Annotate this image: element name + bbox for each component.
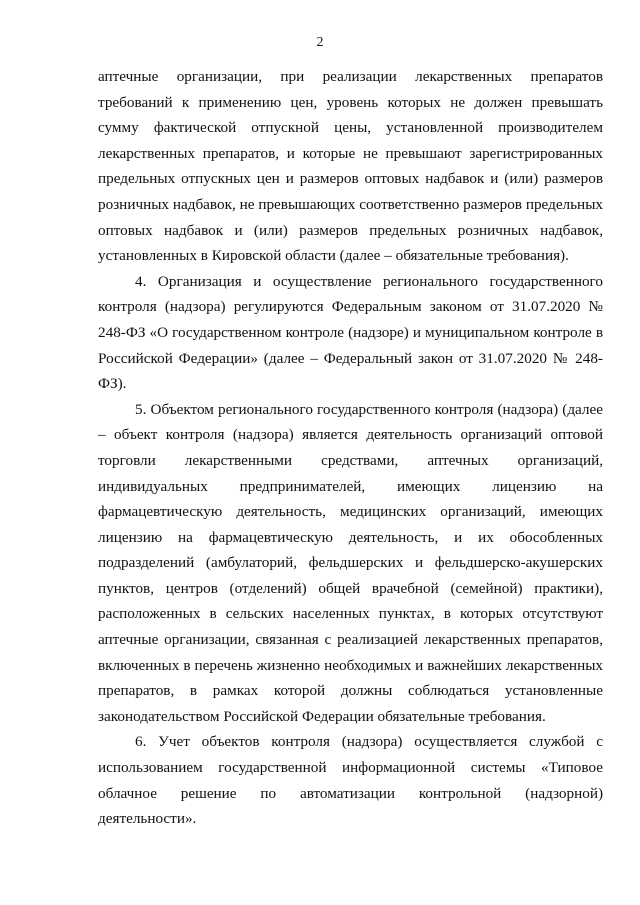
paragraph-continuation: аптечные организации, при реализации лекарственных препаратов требований к применению цен, уровень которых не должен превышать сумму фактической отпускной цены, установленной производителем лекарственных препаратов, и которые не превышают зарегистрированных предельных отпускных цен и размеров оптовых надбавок и (или) размеров розничных надбавок, не превышающих соответственно размеров предельных оптовых надбавок и (или) размеров предельных розничных надбавок, установленных в Кировской области (далее – обязательные требования). <box>98 68 603 265</box>
paragraph-item-4: 4. Организация и осуществление регионального государственного контроля (надзора) регулируются Федеральным законом от 31.07.2020 № 248-ФЗ «О государственном контроле (надзоре) и муниципальном контроле в Российской Федерации» (далее – Федеральный закон от 31.07.2020 № 248-ФЗ). <box>98 272 603 393</box>
paragraph-item-5: 5. Объектом регионального государственного контроля (надзора) (далее – объект контроля (надзора) является деятельность организаций оптовой торговли лекарственными средствами, аптечных организаций, индивидуальных предпринимателей, имеющих лицензию на фармацевтическую деятельность, медицинских организаций, имеющих лицензию на фармацевтическую деятельность, и их обособленных подразделений (амбулаторий, фельдшерских и фельдшерско-акушерских пунктов, центров (отделений) общей врачебной (семейной) практики), расположенных в сельских населенных пунктах, в которых отсутствуют аптечные организации, связанная с реализацией лекарственных препаратов, включенных в перечень жизненно необходимых и важнейших лекарственных препаратов, в рамках которой должны соблюдаться установленные законодательством Российской Федерации обязательные требования. <box>98 400 603 725</box>
document-body <box>98 64 603 832</box>
paragraph-item-6: 6. Учет объектов контроля (надзора) осуществляется службой с использованием государственной информационной системы «Типовое облачное решение по автоматизации контрольной (надзорной) деятельности». <box>98 733 603 828</box>
page-number: 2 <box>316 35 324 50</box>
